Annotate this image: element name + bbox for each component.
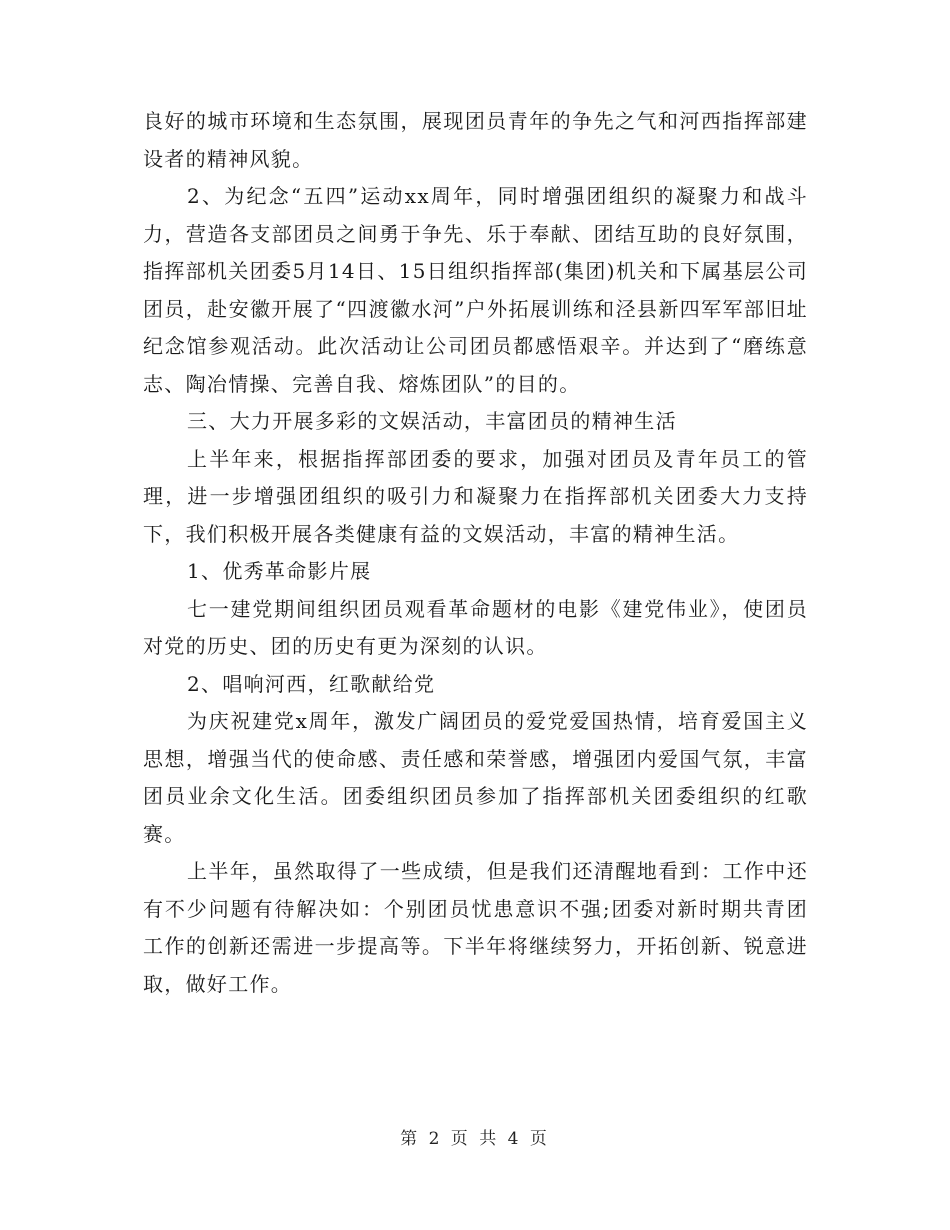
paragraph-red-songs: 为庆祝建党x周年，激发广阔团员的爱党爱国热情，培育爱国主义思想，增强当代的使命感、责任感和荣誉感，增强团内爱国气氛，丰富团员业余文化生活。团委组织团员参加了指挥部机关团委组织的红歌赛。 xyxy=(143,709,808,846)
paragraph-first-half-overview: 上半年来，根据指挥部团委的要求，加强对团员及青年员工的管理，进一步增强团组织的吸引力和凝聚力在指挥部机关团委大力支持下，我们积极开展各类健康有益的文娱活动，丰富的精神生活。 xyxy=(143,446,808,546)
subheading-film-exhibition: 1、优秀革命影片展 xyxy=(187,559,372,583)
paragraph-summary: 上半年，虽然取得了一些成绩，但是我们还清醒地看到：工作中还有不少问题有待解决如：个别团员忧患意识不强;团委对新时期共青团工作的创新还需进一步提高等。下半年将继续努力，开拓创新、锐意进取，做好工作。 xyxy=(143,859,808,996)
page-number-label: 第 2 页 共 4 页 xyxy=(400,1129,550,1149)
subheading-red-songs: 2、唱响河西，红歌献给党 xyxy=(187,671,436,696)
section-heading-cultural-activities: 三、大力开展多彩的文娱活动，丰富团员的精神生活 xyxy=(187,409,677,433)
paragraph-continuation: 良好的城市环境和生态氛围，展现团员青年的争先之气和河西指挥部建设者的精神风貌。 xyxy=(143,109,808,171)
paragraph-may-fourth-activity: 2、为纪念“五四”运动xx周年，同时增强团组织的凝聚力和战斗力，营造各支部团员之间勇于争先、乐于奉献、团结互助的良好氛围，指挥部机关团委5月14日、15日组织指挥部(集团)机关和下属基层公司团员，赴安徽开展了“四渡徽水河”户外拓展训练和泾县新四军军部旧址纪念馆参观活动。此次活动让公司团员都感悟艰辛。并达到了“磨练意志、陶冶情操、完善自我、熔炼团队”的目的。 xyxy=(143,184,808,396)
paragraph-film-exhibition: 七一建党期间组织团员观看革命题材的电影《建党伟业》，使团员对党的历史、团的历史有更为深刻的认识。 xyxy=(143,596,808,658)
document-body xyxy=(143,103,808,1003)
page-footer xyxy=(0,1124,950,1149)
